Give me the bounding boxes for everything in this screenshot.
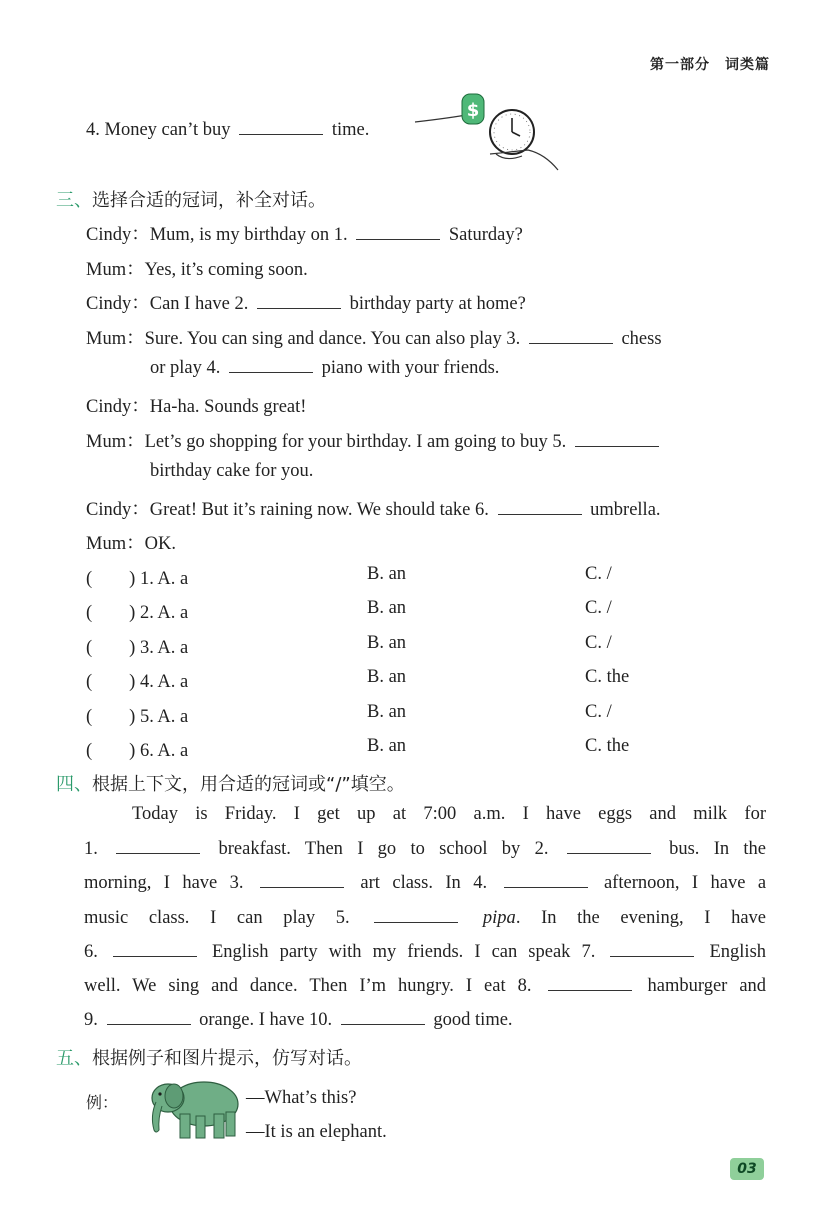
passage-line: morning, I have 3. art class. In 4. afternoon, I have a bbox=[84, 873, 767, 893]
option-c[interactable]: C. the bbox=[585, 736, 630, 756]
answer-blank[interactable] bbox=[610, 942, 694, 957]
answer-blank[interactable] bbox=[260, 873, 344, 888]
dialogue-line: or play 4. piano with your friends. bbox=[150, 358, 500, 378]
option-c[interactable]: C. / bbox=[585, 598, 612, 618]
section-4-title: 根据上下文，用合适的冠词或“/”填空。 bbox=[92, 774, 405, 795]
dialogue-line: Mum：OK. bbox=[86, 534, 176, 554]
example-answer: —It is an elephant. bbox=[246, 1122, 387, 1142]
option-b[interactable]: B. an bbox=[367, 667, 407, 687]
passage-line: well. We sing and dance. Then I’m hungry. I eat 8. hamburger and bbox=[84, 976, 767, 996]
dialogue-line: Cindy：Ha-ha. Sounds great! bbox=[86, 397, 307, 417]
answer-blank[interactable] bbox=[229, 358, 313, 373]
option-c[interactable]: C. / bbox=[585, 702, 612, 722]
dialogue-line: Cindy：Can I have 2. birthday party at home? bbox=[86, 294, 526, 314]
answer-blank[interactable] bbox=[113, 942, 197, 957]
money-question-end: time. bbox=[331, 120, 370, 140]
option-b[interactable]: B. an bbox=[367, 633, 407, 653]
clock-icon bbox=[490, 110, 534, 154]
option-question[interactable]: ( ) 6. A. a bbox=[86, 741, 189, 761]
dialogue-line: birthday cake for you. bbox=[150, 461, 314, 481]
option-question[interactable]: ( ) 1. A. a bbox=[86, 569, 189, 589]
elephant-illustration bbox=[146, 1074, 242, 1142]
answer-blank[interactable] bbox=[374, 908, 458, 923]
option-c[interactable]: C. / bbox=[585, 564, 612, 584]
option-b[interactable]: B. an bbox=[367, 702, 407, 722]
answer-blank[interactable] bbox=[356, 225, 440, 240]
section-5-title: 根据例子和图片提示，仿写对话。 bbox=[92, 1048, 362, 1069]
option-c[interactable]: C. the bbox=[585, 667, 630, 687]
dollar-icon bbox=[462, 94, 484, 124]
answer-blank[interactable] bbox=[107, 1010, 191, 1025]
page-number: 03 bbox=[730, 1158, 764, 1180]
money-clock-illustration bbox=[410, 92, 565, 172]
answer-blank[interactable] bbox=[504, 873, 588, 888]
option-question[interactable]: ( ) 2. A. a bbox=[86, 603, 189, 623]
answer-blank[interactable] bbox=[498, 500, 582, 515]
dialogue-line: Cindy：Great! But it’s raining now. We should take 6. umbrella. bbox=[86, 500, 661, 520]
dialogue-line: Mum：Yes, it’s coming soon. bbox=[86, 260, 308, 280]
option-question[interactable]: ( ) 3. A. a bbox=[86, 638, 189, 658]
option-question[interactable]: ( ) 5. A. a bbox=[86, 707, 189, 727]
money-question bbox=[86, 120, 369, 141]
answer-blank[interactable] bbox=[529, 329, 613, 344]
example-label: 例： bbox=[86, 1093, 119, 1112]
passage-line: Today is Friday. I get up at 7:00 a.m. I have eggs and milk for bbox=[132, 804, 766, 824]
example-question: —What’s this? bbox=[246, 1088, 357, 1108]
section-5-number: 五、 bbox=[56, 1048, 92, 1069]
dialogue-line: Mum：Let’s go shopping for your birthday. I am going to buy 5. bbox=[86, 427, 663, 453]
section-5-heading bbox=[56, 1044, 362, 1070]
option-question[interactable]: ( ) 4. A. a bbox=[86, 672, 189, 692]
svg-text:$: $ bbox=[466, 100, 480, 121]
section-3-number: 三、 bbox=[56, 190, 92, 211]
option-b[interactable]: B. an bbox=[367, 564, 407, 584]
section-3-title: 选择合适的冠词，补全对话。 bbox=[92, 190, 326, 211]
answer-blank[interactable] bbox=[567, 839, 651, 854]
page-header: 第一部分 词类篇 bbox=[650, 57, 770, 73]
dialogue-line: Cindy：Mum, is my birthday on 1. Saturday? bbox=[86, 225, 523, 245]
answer-blank[interactable] bbox=[239, 120, 323, 135]
section-4-number: 四、 bbox=[56, 774, 92, 795]
answer-blank[interactable] bbox=[548, 976, 632, 991]
money-question-text: 4. Money can’t buy bbox=[86, 120, 231, 140]
dialogue-line: Mum：Sure. You can sing and dance. You can also play 3. chess bbox=[86, 329, 662, 349]
passage-line: 6. English party with my friends. I can speak 7. English bbox=[84, 942, 767, 962]
answer-blank[interactable] bbox=[257, 294, 341, 309]
section-4-heading bbox=[56, 770, 405, 796]
passage-line: 1. breakfast. Then I go to school by 2. bus. In the bbox=[84, 839, 767, 859]
option-c[interactable]: C. / bbox=[585, 633, 612, 653]
section-3-heading bbox=[56, 186, 326, 212]
passage-line: 9. orange. I have 10. good time. bbox=[84, 1010, 513, 1030]
answer-blank[interactable] bbox=[575, 432, 659, 447]
answer-blank[interactable] bbox=[116, 839, 200, 854]
answer-blank[interactable] bbox=[341, 1010, 425, 1025]
elephant-icon bbox=[152, 1082, 238, 1138]
option-b[interactable]: B. an bbox=[367, 598, 407, 618]
passage-line: music class. I can play 5. pipa. In the evening, I have bbox=[84, 908, 766, 928]
option-b[interactable]: B. an bbox=[367, 736, 407, 756]
